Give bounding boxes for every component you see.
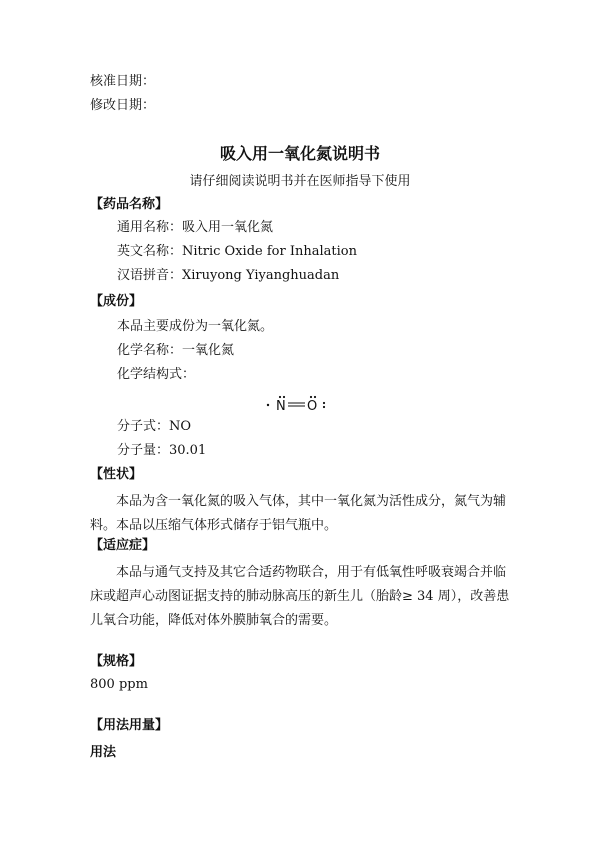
english-name: 英文名称：Nitric Oxide for Inhalation — [117, 244, 357, 259]
dosage-heading: 【用法用量】 — [90, 718, 169, 733]
generic-name: 通用名称：吸入用一氧化氮 — [117, 220, 274, 235]
main-component: 本品主要成份为一氧化氮。 — [117, 319, 274, 334]
pinyin-name: 汉语拼音：Xiruyong Yiyanghuadan — [117, 268, 340, 283]
indications-text: 本品与通气支持及其它合适药物联合，用于有低氧性呼吸衰竭合并临床或超声心动图证据支持的肺动脉高压的新生儿（胎龄≥ 34 周），改善患儿氧合功能，降低对体外膜肺氧合的需要。 — [90, 565, 510, 628]
specification-value: 800 ppm — [90, 677, 148, 692]
structure-atom-n: N — [276, 399, 286, 414]
composition-heading: 【成份】 — [90, 294, 143, 309]
properties-heading: 【性状】 — [90, 467, 143, 482]
indications-heading: 【适应症】 — [90, 538, 156, 553]
dosage-subheading: 用法 — [90, 745, 117, 760]
document-title: 吸入用一氧化氮说明书 — [219, 144, 380, 163]
molecular-weight: 分子量：30.01 — [117, 443, 207, 458]
chemical-name: 化学名称：一氧化氮 — [117, 343, 235, 358]
structure-label: 化学结构式： — [117, 367, 196, 382]
chemical-structure-formula — [265, 393, 335, 415]
specification-heading: 【规格】 — [90, 654, 143, 669]
drug-name-heading: 【药品名称】 — [90, 197, 169, 212]
document-subtitle: 请仔细阅读说明书并在医师指导下使用 — [189, 174, 411, 189]
molecular-formula: 分子式：NO — [117, 419, 192, 434]
structure-atom-o: O — [307, 399, 318, 414]
revision-date-label: 修改日期： — [90, 98, 156, 113]
properties-text: 本品为含一氧化氮的吸入气体，其中一氧化氮为活性成分，氮气为辅料。本品以压缩气体形式储存于铝气瓶中。 — [90, 494, 507, 533]
approval-date-label: 核准日期： — [90, 74, 156, 89]
